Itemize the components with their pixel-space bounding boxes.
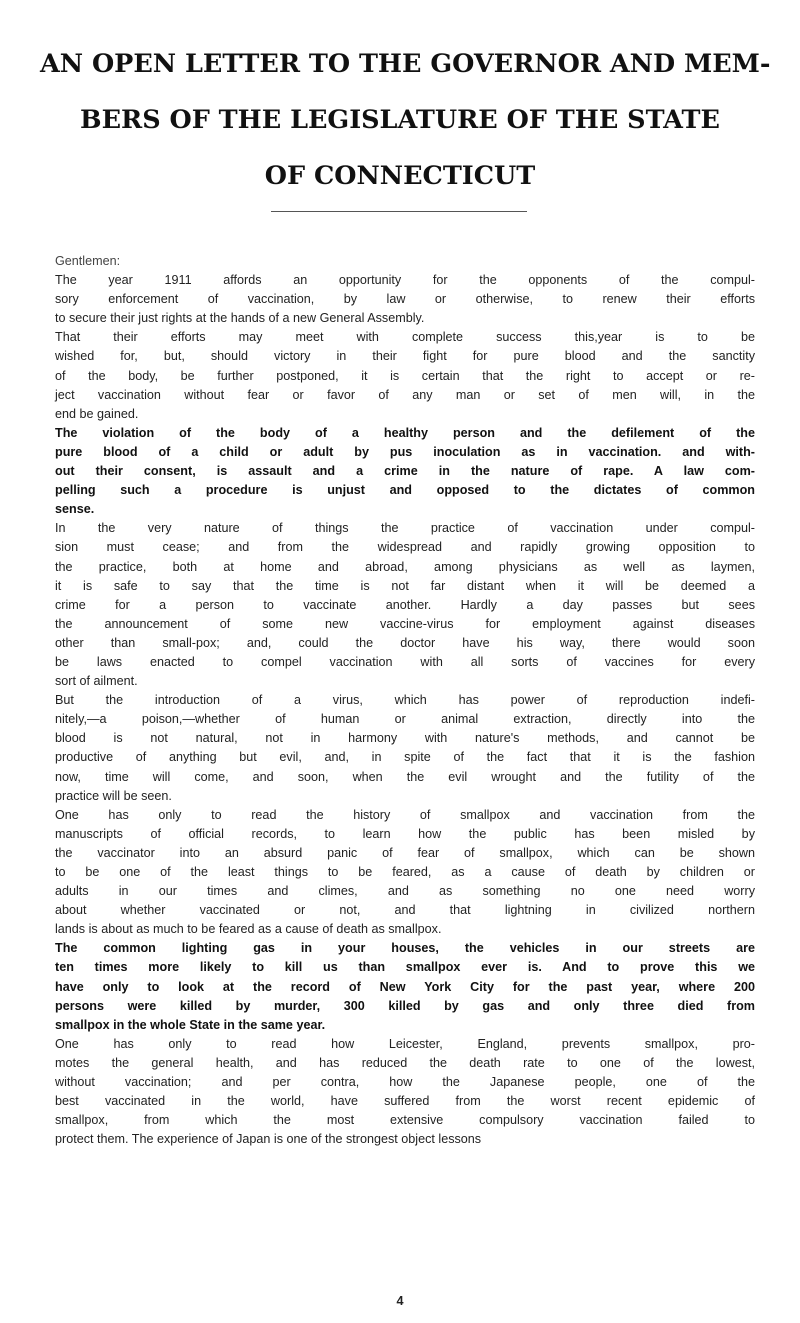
- paragraph: [55, 424, 755, 519]
- text-line: of the body, be further postponed, it is certain that the right to accept or re-: [55, 368, 755, 383]
- paragraph: [55, 328, 755, 423]
- text-line: productive of anything but evil, and, in spite of the fact that it is the fashion: [55, 750, 755, 765]
- page-number: 4: [396, 1294, 404, 1308]
- text-line: sort of ailment.: [55, 674, 138, 689]
- text-line: One has only to read how Leicester, England, prevents smallpox, pro-: [55, 1036, 755, 1051]
- text-line: adults in our times and climes, and as something no one need worry: [55, 884, 755, 899]
- text-line: to secure their just rights at the hands of a new General Assembly.: [55, 311, 425, 326]
- text-line: protect them. The experience of Japan is one of the strongest object lessons: [55, 1132, 482, 1147]
- text-line: smallpox, from which the most extensive compulsory vaccination failed to: [55, 1113, 755, 1128]
- text-line: have only to look at the record of New York City for the past year, where 200: [55, 979, 755, 994]
- text-line: sense.: [55, 502, 95, 517]
- text-line: In the very nature of things the practice of vaccination under compul-: [55, 521, 755, 536]
- text-line: ten times more likely to kill us than smallpox ever is. And to prove this we: [55, 960, 755, 975]
- text-line: the vaccinator into an absurd panic of fear of smallpox, which can be shown: [55, 845, 755, 860]
- text-line: the practice, both at home and abroad, among physicians as well as laymen,: [55, 559, 755, 574]
- text-line: end be gained.: [55, 406, 139, 421]
- text-line: persons were killed by murder, 300 killed by gas and only three died from: [55, 998, 755, 1013]
- title-divider: [271, 211, 527, 212]
- text-line: crime for a person to vaccinate another. Hardly a day passes but sees: [55, 597, 755, 612]
- paragraph: [55, 519, 755, 691]
- text-line: But the introduction of a virus, which has power of reproduction indefi-: [55, 693, 755, 708]
- text-line: best vaccinated in the world, have suffered from the worst recent epidemic of: [55, 1094, 755, 1109]
- text-line: about whether vaccinated or not, and that lightning in civilized northern: [55, 903, 755, 918]
- paragraph: [55, 271, 755, 328]
- title-line: OF CONNECTICUT: [264, 161, 536, 191]
- text-line: ject vaccination without fear or favor of any man or set of men will, in the: [55, 387, 755, 402]
- letter-title: [40, 36, 771, 204]
- text-line: to be one of the least things to be feared, as a cause of death by children or: [55, 865, 755, 879]
- text-line: other than small-pox; and, could the doctor have his way, there would soon: [55, 635, 755, 650]
- text-line: manuscripts of official records, to learn how the public has been misled by: [55, 826, 755, 841]
- text-line: sion must cease; and from the widespread and rapidly growing opposition to: [55, 540, 755, 555]
- text-line: out their consent, is assault and a crime in the nature of rape. A law com-: [55, 464, 755, 479]
- text-line: nitely,—a poison,—whether of human or animal extraction, directly into the: [55, 712, 755, 727]
- paragraph: [55, 939, 755, 1034]
- text-line: One has only to read the history of smallpox and vaccination from the: [55, 807, 755, 822]
- text-line: lands is about as much to be feared as a cause of death as smallpox.: [55, 922, 442, 937]
- text-line: sory enforcement of vaccination, by law or otherwise, to renew their efforts: [55, 292, 755, 307]
- text-line: now, time will come, and soon, when the evil wrought and the futility of the: [55, 769, 755, 784]
- title-line: BERS OF THE LEGISLATURE OF THE STATE: [80, 105, 720, 135]
- text-line: be laws enacted to compel vaccination with all sorts of vaccines for every: [55, 654, 755, 669]
- text-line: it is safe to say that the time is not far distant when it will be deemed a: [55, 578, 755, 593]
- text-line: blood is not natural, not in harmony with nature's methods, and cannot be: [55, 731, 755, 746]
- text-line: practice will be seen.: [55, 788, 172, 803]
- text-line: motes the general health, and has reduced the death rate to one of the lowest,: [55, 1055, 755, 1070]
- title-line: AN OPEN LETTER TO THE GOVERNOR AND MEM-: [40, 49, 771, 79]
- text-line: The violation of the body of a healthy person and the defilement of the: [55, 425, 755, 440]
- paragraph: [55, 691, 755, 806]
- text-line: The common lighting gas in your houses, the vehicles in our streets are: [55, 941, 755, 956]
- letter-body: [55, 252, 755, 1149]
- text-line: without vaccination; and per contra, how the Japanese people, one of the: [55, 1075, 755, 1090]
- text-line: That their efforts may meet with complete success this,year is to be: [55, 330, 755, 345]
- text-line: pure blood of a child or adult by pus inoculation as in vaccination. and with-: [55, 444, 755, 459]
- text-line: pelling such a procedure is unjust and opposed to the dictates of common: [55, 483, 755, 498]
- paragraph: [55, 806, 755, 940]
- text-line: wished for, but, should victory in their fight for pure blood and the sanctity: [55, 349, 755, 364]
- text-line: The year 1911 affords an opportunity for the opponents of the compul-: [55, 273, 755, 288]
- text-line: smallpox in the whole State in the same year.: [55, 1017, 326, 1032]
- text-line: the announcement of some new vaccine-virus for employment against diseases: [55, 616, 755, 631]
- salutation: Gentlemen:: [55, 254, 121, 268]
- paragraph: [55, 1035, 755, 1150]
- paragraphs: [55, 271, 755, 1149]
